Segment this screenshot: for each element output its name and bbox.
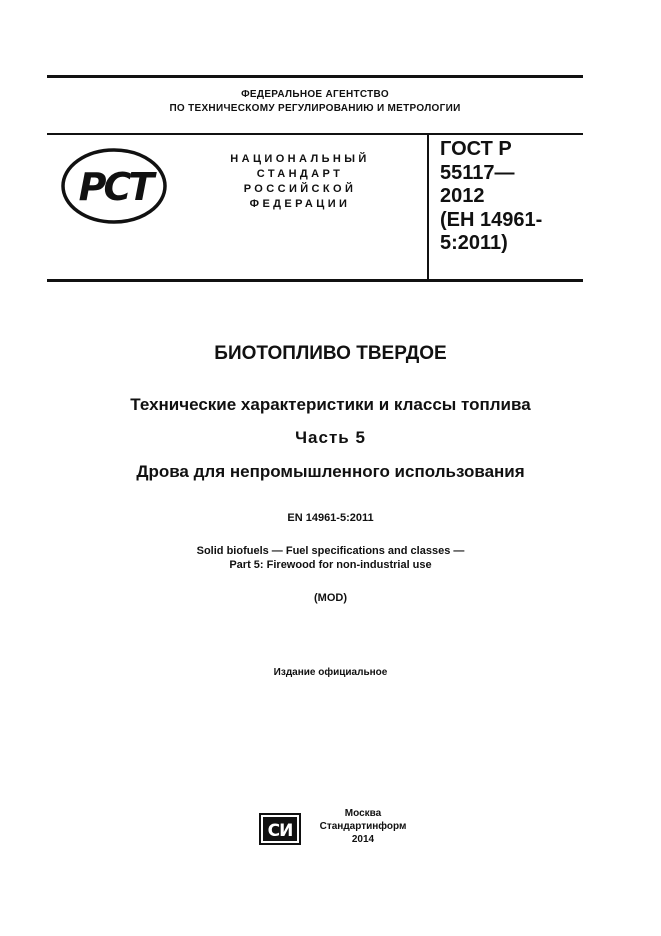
- gost-line-2: 55117—: [440, 161, 515, 184]
- gost-line-1: ГОСТ Р: [440, 138, 512, 160]
- document-part: Часть 5: [295, 428, 366, 447]
- publisher-logo-mark: СИ: [267, 821, 293, 841]
- publisher-info: [308, 807, 418, 846]
- publisher-logo-icon: [259, 813, 301, 845]
- national-standard-line-1: НАЦИОНАЛЬНЫЙ: [230, 153, 370, 165]
- agency-header: [47, 88, 583, 116]
- header-rule: [47, 133, 583, 135]
- gost-line-5: 5:2011): [440, 232, 508, 254]
- top-rule: [47, 75, 583, 78]
- national-standard-line-3: РОССИЙСКОЙ: [243, 183, 357, 195]
- gost-line-4: (ЕН 14961-: [440, 208, 543, 231]
- national-standard-line-2: СТАНДАРТ: [256, 168, 344, 180]
- edition-label: Издание официальное: [273, 667, 388, 678]
- national-standard-line-4: ФЕДЕРАЦИИ: [249, 198, 351, 210]
- publisher-city: Москва: [344, 808, 382, 819]
- agency-line-2: ПО ТЕХНИЧЕСКОМУ РЕГУЛИРОВАНИЮ И МЕТРОЛОГИИ: [169, 103, 461, 114]
- document-part-title: Дрова для непромышленного использования: [136, 462, 525, 481]
- national-standard-label: [200, 152, 400, 212]
- en-reference: EN 14961-5:2011: [287, 512, 374, 524]
- rst-logo-mark: РСТ: [78, 165, 152, 209]
- publisher-name: Стандартинформ: [319, 821, 407, 832]
- gost-designation: [440, 138, 580, 256]
- modification-mark: (MOD): [314, 592, 347, 604]
- english-title-line-1: Solid biofuels — Fuel specifications and classes —: [196, 545, 465, 557]
- rst-logo-icon: [60, 147, 168, 225]
- english-title-line-2: Part 5: Firewood for non-industrial use: [229, 559, 432, 571]
- gost-line-3: 2012: [440, 185, 485, 207]
- agency-line-1: ФЕДЕРАЛЬНОЕ АГЕНТСТВО: [241, 89, 389, 100]
- document-subtitle: Технические характеристики и классы топлива: [130, 395, 531, 414]
- bottom-header-rule: [47, 279, 583, 282]
- header-divider: [427, 135, 429, 279]
- document-title: БИОТОПЛИВО ТВЕРДОЕ: [214, 343, 447, 364]
- publisher-year: 2014: [351, 834, 375, 845]
